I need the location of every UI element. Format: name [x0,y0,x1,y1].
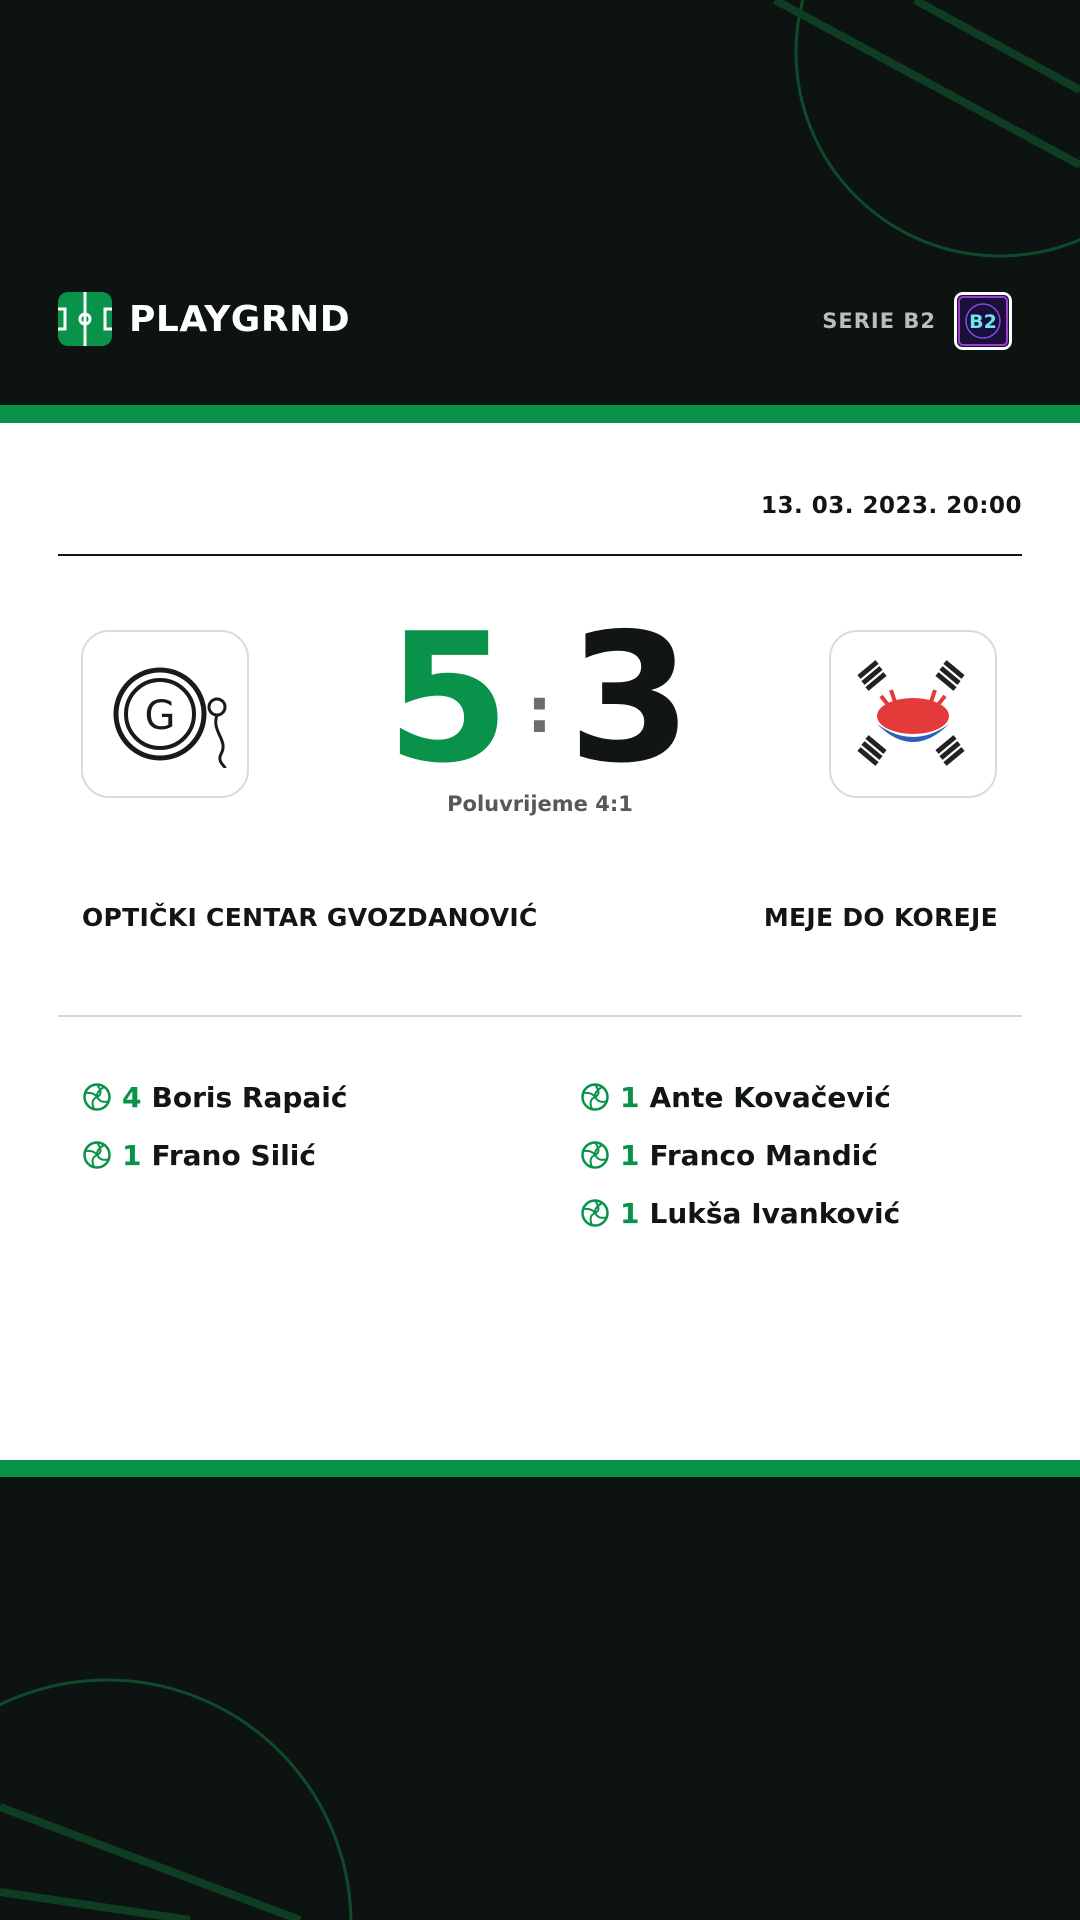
ball-icon [580,1140,610,1170]
ball-icon [82,1082,112,1112]
player-name[interactable]: Franco Mandić [649,1138,878,1172]
match-card [0,423,1080,1460]
scorer-row [82,1068,347,1126]
home-scorers-list [82,1068,347,1184]
ball-icon [580,1198,610,1228]
league-logo [954,292,1012,350]
divider-light [58,1015,1022,1017]
divider [58,554,1022,556]
away-team-name[interactable]: MEJE DO KOREJE [763,903,998,932]
away-team-logo[interactable] [829,630,997,798]
home-team-name[interactable]: OPTIČKI CENTAR GVOZDANOVIĆ [82,903,538,932]
scorer-row [580,1126,900,1184]
league-name: SERIE B2 [822,309,936,333]
footer-panel [0,1477,1080,1920]
pitch-icon [58,292,112,346]
goal-count: 1 [620,1138,640,1172]
accent-stripe-top [0,405,1080,423]
ball-icon [580,1082,610,1112]
svg-text:G: G [144,693,176,739]
scorer-row [82,1126,347,1184]
brand[interactable] [58,292,350,346]
home-score: 5 [386,595,510,802]
scorer-row [580,1184,900,1242]
pitch-lines-decoration [0,1477,1080,1920]
goal-count: 4 [122,1080,142,1114]
player-name[interactable]: Lukša Ivanković [649,1196,901,1230]
goal-count: 1 [620,1196,640,1230]
brand-name: PLAYGRND [129,298,351,340]
home-team-logo[interactable] [81,630,249,798]
league-logo-text: B2 [969,311,997,333]
player-name[interactable]: Ante Kovačević [649,1080,891,1114]
player-name[interactable]: Frano Silić [151,1138,316,1172]
goal-count: 1 [122,1138,142,1172]
league-badge[interactable] [822,292,1012,350]
scorer-row [580,1068,900,1126]
ball-icon [82,1140,112,1170]
away-score: 3 [568,595,692,802]
player-name[interactable]: Boris Rapaić [151,1080,348,1114]
goal-count: 1 [620,1080,640,1114]
match-datetime: 13. 03. 2023. 20:00 [761,493,1022,519]
score-separator: : [527,674,552,747]
accent-stripe-bottom [0,1460,1080,1478]
header-panel [0,0,1080,405]
halftime-score: Poluvrijeme 4:1 [447,792,633,816]
away-scorers-list [580,1068,900,1242]
